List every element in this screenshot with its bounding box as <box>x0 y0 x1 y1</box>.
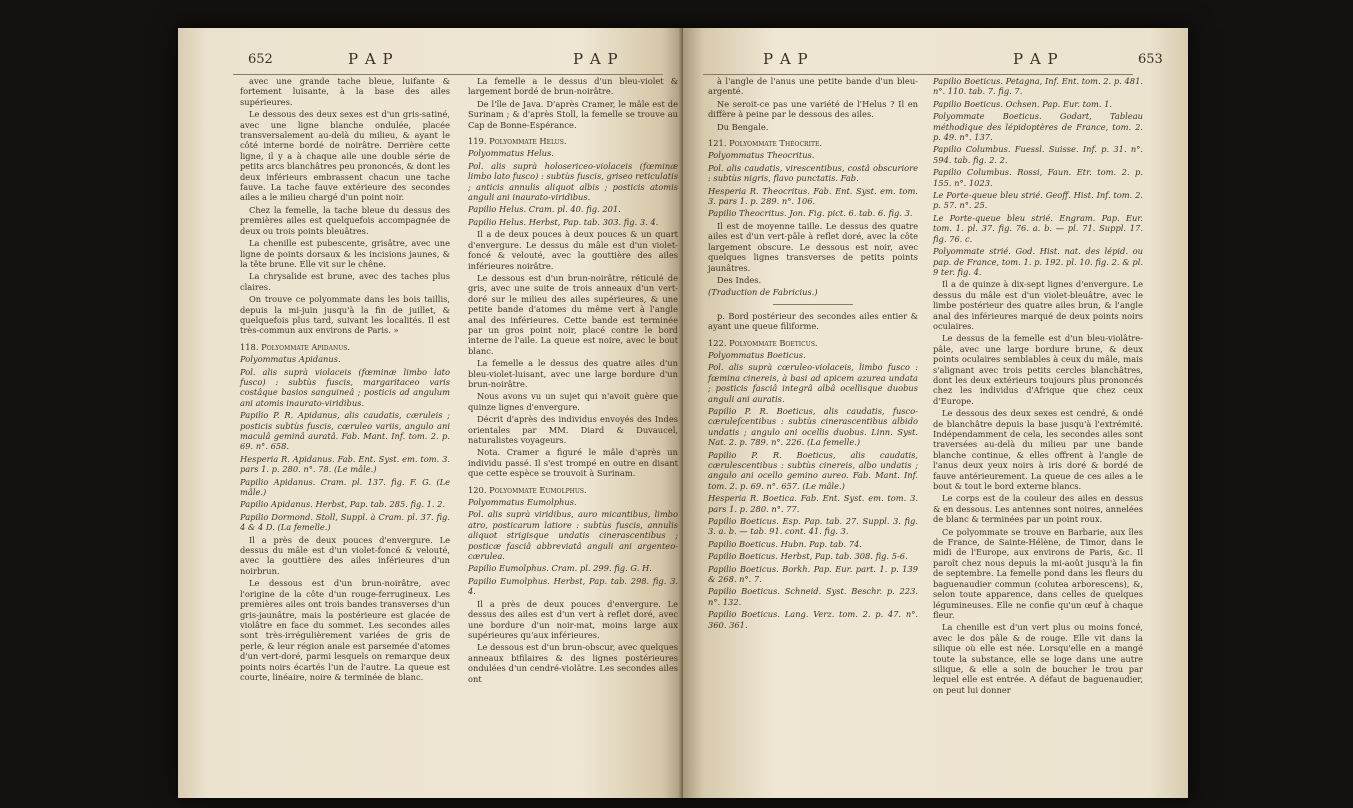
paragraph: Le dessous des deux sexes est d'un gris-satiné, avec une ligne blanche ondulée, placée transversalement au-delà du milieu, & ayant le côté interne bordé de noirâtre. Derrière cette ligne, il y a à chaque aile une double série de petits arcs blanchâtres peu prononcés, & dont les deux inférieurs embrassent chacun une tache fauve. La tache fauve extérieure des secondes ailes a le milieu chargé d'un point noir. <box>240 109 450 203</box>
right-column-2 <box>933 76 1143 697</box>
paragraph: avec une grande tache bleue, luifante & fortement luisante, à la base des ailes supérieures. <box>240 76 450 107</box>
paragraph: Le dessous est d'un brun-noirâtre, avec l'origine de la côte d'un rouge-ferrugineux. Les premières ailes ont trois bandes transverses d'un gris-jaunâtre, mais la postérieure est glacée de violâtre en face du sommet. Les secondes ailes sont très-irrégulièrement variées de gris de perle, & leur région anale est parsemée d'atomes d'un vert-doré, parmi lesquels on remarque deux points noirs écartés l'un de l'autre. La queue est courte, linéaire, noire & terminée de blanc. <box>240 578 450 682</box>
paragraph: Papilio Boeticus. Borkh. Pap. Eur. part. 1. p. 139 & 268. n°. 7. <box>708 563 918 585</box>
running-header-left-2: P A P <box>573 50 619 68</box>
paragraph: Papilio Boeticus. Schneid. Syst. Beschr. p. 223. n°. 132. <box>708 586 918 607</box>
paragraph: Papilio Boeticus. Esp. Pap. tab. 27. Suppl. 3. fig. 3. a. b. — tab. 91. cont. 41. fig. 3. <box>708 516 918 537</box>
paragraph: 120. Polyommate Eumolphus. <box>468 484 587 495</box>
paragraph: Le Porte-queue bleu strié. Geoff. Hist. Inf. tom. 2. p. 57. n°. 25. <box>933 190 1143 211</box>
paragraph: Chez la femelle, la tache bleue du dessus des premières ailes est quelquefois accompagnée de deux ou trois points bleuâtres. <box>240 204 450 236</box>
paragraph: Des Indes. <box>717 274 762 285</box>
paragraph: Il a de deux pouces à deux pouces & un quart d'envergure. Le dessus du mâle est d'un violet-foncé & velouté, avec la gouttière des ailes inférieures noirâtre. <box>468 229 678 271</box>
paragraph: 122. Polyommate Boeticus. <box>708 337 818 348</box>
paragraph: Papilio P. R. Apidanus, alis caudatis, cæruleis ; posticis subtùs fuscis, cœruleo variis, angulo ani maculâ geminâ auratâ. Fab. Mant. Inf. tom. 2. p. 69. n°. 658. <box>240 410 450 452</box>
right-column-1 <box>708 76 918 632</box>
paragraph: Papilio Apidanus. Cram. pl. 137. fig. F. G. (Le mâle.) <box>240 476 450 498</box>
paragraph: Nota. Cramer a figuré le mâle d'après un individu passé. Il s'est trompé en outre en disant que cette espèce se trouvoit à Surinam. <box>468 447 678 479</box>
paragraph: Papilio P. R. Boeticus, alis caudatis, cærulescentibus : subtùs cinereis, albo undatis ; angulo ani ocello gemino aureo. Fab. Mant. Inf. tom. 2. p. 69. n°. 657. (Le mâle.) <box>708 449 918 491</box>
paragraph: Pol. alis suprà violaceis (fœminæ limbo lato fusco) : subtùs fuscis, margaritaceo varis costâque basios sanguineâ ; posticis ad angulum ani atomis inaurato-viridibus. <box>240 366 450 408</box>
paragraph: p. Bord postérieur des secondes ailes entier & ayant une queue filiforme. <box>708 310 918 332</box>
paragraph: Il a de quinze à dix-sept lignes d'envergure. Le dessus du mâle est d'un violet-bleuâtre, avec le limbe postérieur des quatre ailes brun, & l'angle anal des inférieures marqué de deux points noirs oculaires. <box>933 279 1143 331</box>
left-column-2 <box>468 76 678 686</box>
paragraph: 121. Polyommate Théocrite. <box>708 138 822 149</box>
paragraph: La chrysalide est brune, avec des taches plus claires. <box>240 271 450 292</box>
paragraph: La femelle a le dessus des quatre ailes d'un bleu-violet-luisant, avec une large bordure d'un brun-noirâtre. <box>468 358 678 389</box>
paragraph: Le corps est de la couleur des ailes en dessus & en dessous. Les antennes sont noires, annelées de blanc & terminées par un point roux. <box>933 493 1143 525</box>
paragraph: Papilio Boeticus. Petagna, Inf. Ent. tom. 2. p. 481. n°. 110. tab. 7. fig. 7. <box>933 76 1143 97</box>
left-column-1 <box>240 76 450 684</box>
paragraph: Papilio P. R. Boeticus, alis caudatis, fusco-cæruleſcentibus : subtùs cinerascentibus albido undatis ; angulo ani ocellis duobus. Linn. Syst. Nat. 2. p. 789. n°. 226. (La femelle.) <box>708 405 918 448</box>
paragraph: Papilio Helus. Cram. pl. 40. fig. 201. <box>468 204 621 215</box>
paragraph: Papilio Columbus. Rossi, Faun. Etr. tom. 2. p. 155. n°. 1023. <box>933 167 1143 188</box>
paragraph: Le dessous est d'un brun-noirâtre, réticulé de gris, avec une suite de trois anneaux d'un vert-doré sur le milieu des ailes supérieures, & une petite bande d'atomes du même vert à l'angle anal des inférieures. Cette bande est terminée par un gros point noir, placé contre le bord interne de l'aile. La queue est noire, avec le bout blanc. <box>468 272 678 356</box>
paragraph: Papilio Columbus. Fuessl. Suisse. Inf. p. 31. n°. 594. tab. fig. 2. 2. <box>933 144 1143 165</box>
paragraph: Pol. alis suprà holosericeo-violaceis (fœminæ limbo lato fusco) : subtùs fuscis, griseo reticulatis ; anticis annulis aliquot albis ; posticis atomis anguli ani inaurato-viridibus. <box>468 160 678 203</box>
paragraph: Il a près de deux pouces d'envergure. Le dessus du mâle est d'un violet-foncé & velouté, avec la gouttière des ailes inférieures d'un noirbrun. <box>240 534 450 576</box>
page-number-left: 652 <box>248 52 273 67</box>
paragraph: Papilio Eumolphus. Herbst, Pap. tab. 298. fig. 3. 4. <box>468 575 678 597</box>
paragraph: Décrit d'après des individus envoyés des Indes orientales par MM. Diard & Duvaucel, naturalistes voyageurs. <box>468 414 678 445</box>
paragraph: Pol. alis caudatis, virescentibus, costâ obscuriore : subtùs nigris, flavo punctatis. Fab. <box>708 162 918 184</box>
paragraph: La chenille est d'un vert plus ou moins foncé, avec le dos pâle & de rouge. Elle vit dans la silique où elle est née. Lorsqu'elle en a mangé toute la substance, elle se loge dans une autre silique, & elle a soin de boucher le trou par lequel elle est entrée. A défaut de baguenaudier, on peut lui donner <box>933 622 1143 695</box>
paragraph: Le Porte-queue bleu strié. Engram. Pap. Eur. tom. 1. pl. 37. fig. 76. a. b. — pl. 71. Suppl. 17. fig. 76. c. <box>933 212 1143 244</box>
paragraph: Papilio Dormond. Stoll, Suppl. à Cram. pl. 37. fig. 4 & 4 D. (La femelle.) <box>240 511 450 533</box>
paragraph: Papilio Theocritus. Jon. Fig. pict. 6. tab. 6. fig. 3. <box>708 208 913 219</box>
running-header-right-2: P A P <box>1013 50 1059 68</box>
paragraph: Il est de moyenne taille. Le dessus des quatre ailes est d'un vert-pâle à reflet doré, avec la côte largement obscure. Le dessous est noir, avec quelques lignes transverses de petits points jaunâtres. <box>708 220 918 273</box>
paragraph: La femelle a le dessus d'un bleu-violet & largement bordé de brun-noirâtre. <box>468 76 678 97</box>
header-rule-right <box>703 74 1133 75</box>
paragraph: Polyommate Boeticus. Godart, Tableau méthodique des lépidoptères de France, tom. 2. p. 49. n°. 137. <box>933 111 1143 143</box>
paragraph: Polyommatus Apidanus. <box>240 354 341 365</box>
paragraph: Papilio Eumolphus. Cram. pl. 299. fig. G. H. <box>468 563 652 574</box>
header-rule-left <box>233 74 663 75</box>
paragraph: Polyommatus Theocritus. <box>708 150 815 161</box>
paragraph: La chenille est pubescente, grisâtre, avec une ligne de points dorsaux & les incisions jaunes, & la tête brune. Elle vit sur le chêne. <box>240 238 450 269</box>
paragraph: Hesperia R. Apidanus. Fab. Ent. Syst. em. tom. 3. pars 1. p. 280. n°. 78. (Le mâle.) <box>240 453 450 475</box>
paragraph: Papilio Helus. Herbst, Pap. tab. 303. fig. 3. 4. <box>468 216 659 227</box>
paragraph: Polyommate strié. God. Hist. nat. des lépid. ou pap. de France, tom. 1. p. 192. pl. 10. fig. 2. & pl. 9 ter. fig. 4. <box>933 246 1143 277</box>
paragraph: Il a près de deux pouces d'envergure. Le dessus des ailes est d'un vert à reflet doré, avec une bordure d'un noir-mat, moins large aux supérieures qu'aux inférieures. <box>468 598 678 640</box>
paragraph: Nous avons vu un sujet qui n'avoit guère que quinze lignes d'envergure. <box>468 391 678 412</box>
paragraph: 119. Polyommate Helus. <box>468 136 567 147</box>
paragraph: Polyommatus Eumolphus. <box>468 497 577 508</box>
page-number-right: 653 <box>1138 52 1163 67</box>
paragraph: Le dessous est d'un brun-obscur, avec quelques anneaux bifilaires & des lignes postérieures ondulées d'un cendré-violâtre. Les secondes ailes ont <box>468 642 678 684</box>
paragraph: Le dessus de la femelle est d'un bleu-violâtre-pâle, avec une large bordure brune, & deux points oculaires semblables à ceux du mâle, mais s'alignant avec trois petits cercles blanchâtres, dont les deux extérieurs toujours plus prononcés chez les individus d'Afrique que chez ceux d'Europe. <box>933 333 1143 406</box>
paragraph: Papilio Boeticus. Hubn. Pap. tab. 74. <box>708 538 862 549</box>
paragraph: Papilio Boeticus. Lang. Verz. tom. 2. p. 47. n°. 360. 361. <box>708 609 918 630</box>
running-header-right-1: P A P <box>763 50 809 68</box>
paragraph: Pol. alis suprà viridibus, auro micantibus, limbo atro, posticarum latiore : subtùs fuscis, annulis aliquot strigisque undatis cinerascentibus ; posticæ fasciâ abbreviatâ anguli ani argenteo-cærulea. <box>468 509 678 562</box>
paragraph: Polyommatus Helus. <box>468 148 554 159</box>
paragraph: 118. Polyommate Apidanus. <box>240 341 351 352</box>
paragraph: On trouve ce polyommate dans les bois taillis, depuis la mi-juin jusqu'à la fin de juillet, & quelquefois plus tard, suivant les localités. Il est très-commun aux environs de Paris. » <box>240 294 450 336</box>
paragraph: Pol. alis suprà cœruleo-violaceis, limbo fusco : fœmina cinereis, à basi ad apicem azurea undata ; posticis fasciâ integrâ albâ ocellisque duobus anguli ani auratis. <box>708 362 918 404</box>
paragraph: Du Bengale. <box>717 121 769 132</box>
paragraph: Papilio Apidanus. Herbst, Pap. tab. 285. fig. 1. 2. <box>240 499 446 510</box>
paragraph: De l'île de Java. D'après Cramer, le mâle est de Surinam ; & d'après Stoll, la femelle se trouve au Cap de Bonne-Espérance. <box>468 98 678 130</box>
paragraph: Hesperia R. Theocritus. Fab. Ent. Syst. em. tom. 3. pars 1. p. 289. n°. 106. <box>708 185 918 207</box>
paragraph: à l'angle de l'anus une petite bande d'un bleu-argenté. <box>708 76 918 97</box>
right-page <box>683 28 1188 798</box>
paragraph: Ne seroit-ce pas une variété de l'Helus ? Il en diffère à peine par le dessous des ailes. <box>708 98 918 120</box>
paragraph: Papilio Boeticus. Herbst, Pap. tab. 308. fig. 5-6. <box>708 551 908 562</box>
paragraph: Polyommatus Boeticus. <box>708 349 806 360</box>
paragraph: Le dessous des deux sexes est cendré, & ondé de blanchâtre depuis la base jusqu'à l'extrémité. Indépendamment de cela, les secondes ailes sont traversées au-delà du milieu par une bande blanche continue, & elles offrent à l'angle de l'anus deux yeux noirs à iris doré & bordé de fauve antérieurement. La queue de ces ailes a le bout & tout le bord externe blancs. <box>933 408 1143 492</box>
paragraph: (Traduction de Fabricius.) <box>708 287 818 298</box>
paragraph: Papilio Boeticus. Ochsen. Pap. Eur. tom. 1. <box>933 98 1113 109</box>
paragraph: Ce polyommate se trouve en Barbarie, aux îles de France, de Sainte-Hélène, de Timor, dans le midi de l'Europe, aux environs de Paris, &c. Il paroît chez nous depuis la mi-août jusqu'à la fin de septembre. La femelle pond dans les fleurs du baguenaudier commun (colutea arborescens), &, selon toute apparence, dans celles de quelques légumineuses. Elle ne confie qu'un œuf à chaque fleur. <box>933 526 1143 620</box>
open-book <box>178 28 1188 798</box>
left-page <box>178 28 683 798</box>
paragraph: Hesperia R. Boetica. Fab. Ent. Syst. em. tom. 3. pars 1. p. 280. n°. 77. <box>708 493 918 514</box>
running-header-left-1: P A P <box>348 50 394 68</box>
paragraph <box>773 304 853 305</box>
